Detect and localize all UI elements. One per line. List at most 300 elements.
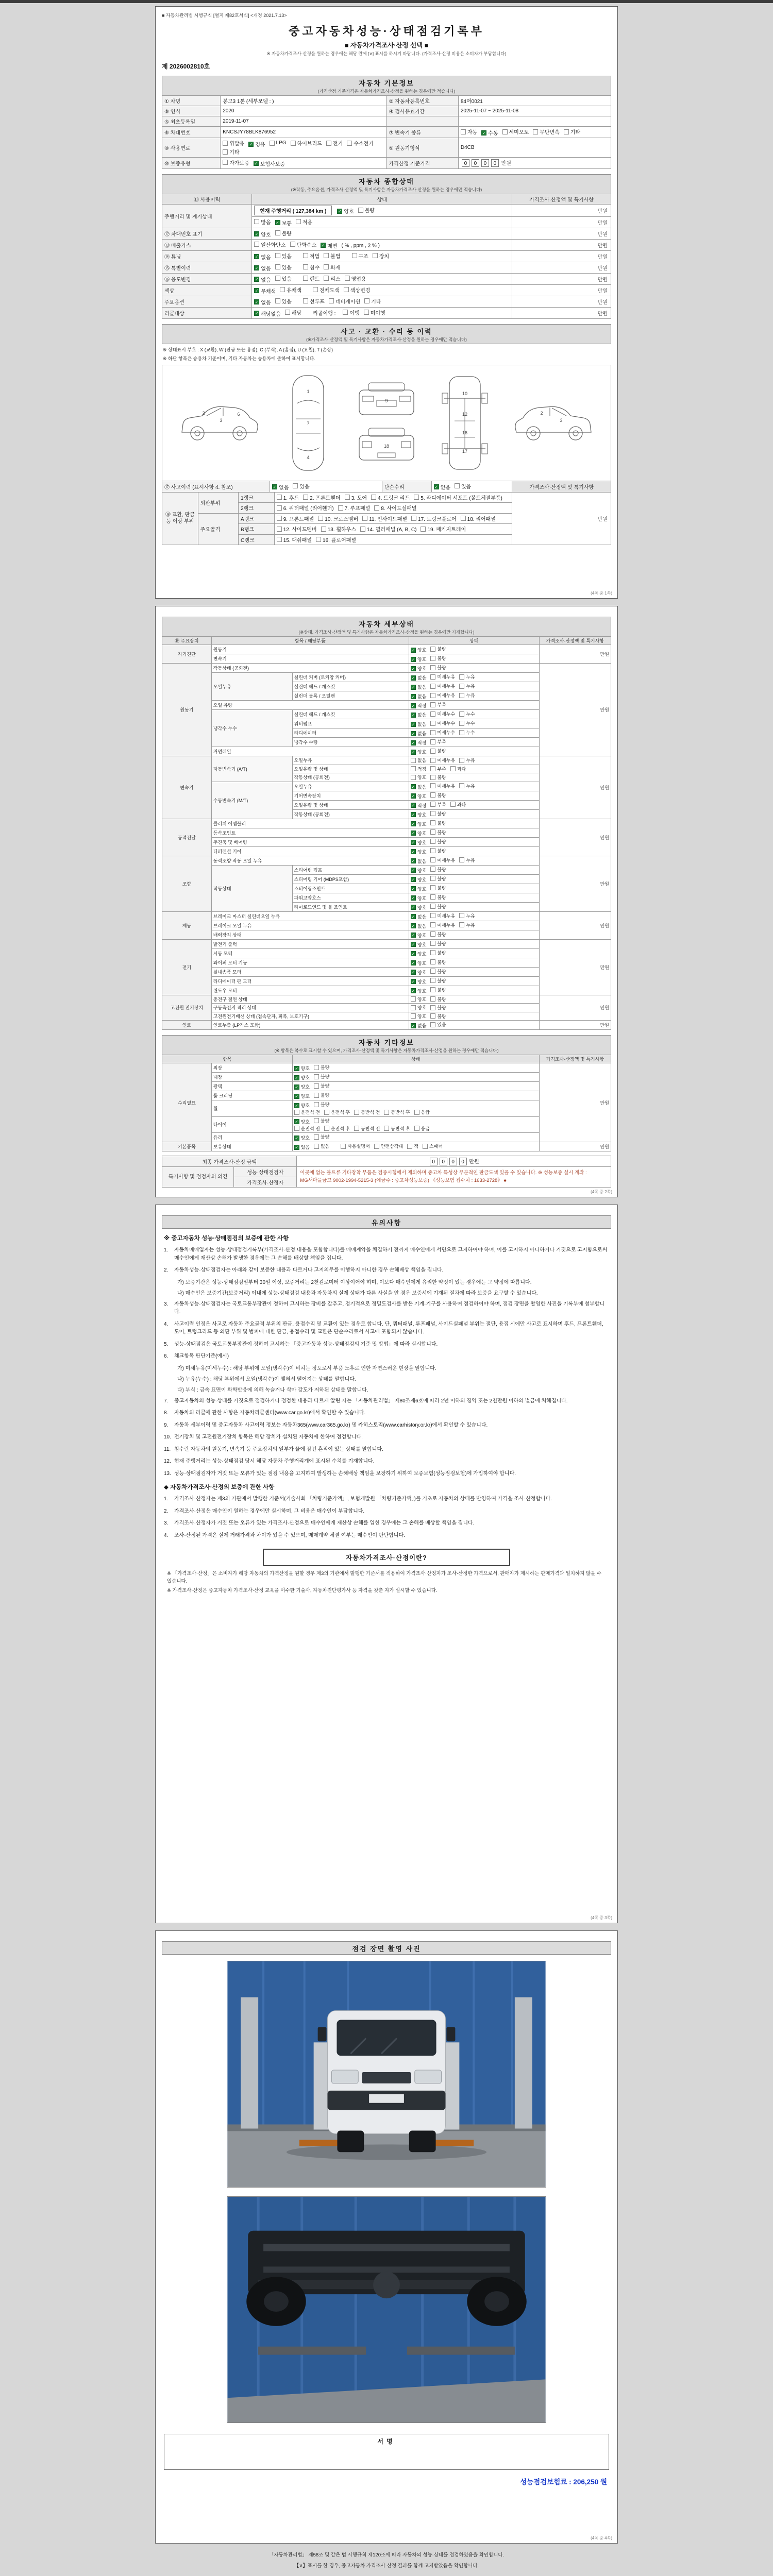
checkbox-option[interactable] [430,673,455,680]
checkbox-empty-icon[interactable] [430,792,435,798]
checkbox-empty-icon[interactable] [430,711,435,717]
checkbox-checked-icon[interactable]: ✓ [411,731,415,736]
checkbox-empty-icon[interactable] [430,758,435,763]
checkbox-empty-icon[interactable] [338,505,343,511]
checkbox-option[interactable] [364,309,385,316]
checkbox-empty-icon[interactable] [459,693,464,698]
checkbox-option[interactable] [411,749,426,755]
checkbox-option[interactable] [352,252,368,260]
checkbox-option[interactable] [294,1134,310,1141]
checkbox-empty-icon[interactable] [430,950,435,955]
checkbox-option[interactable] [360,525,416,533]
checkbox-empty-icon[interactable] [384,1126,389,1131]
checkbox-option[interactable] [411,693,426,700]
checkbox-empty-icon[interactable] [223,149,228,155]
checkbox-empty-icon[interactable] [277,537,282,542]
checkbox-option[interactable] [411,978,426,985]
checkbox-empty-icon[interactable] [314,1083,319,1089]
checkbox-option[interactable] [430,774,446,781]
checkbox-option[interactable] [293,482,309,490]
checkbox-checked-icon[interactable]: ✓ [411,812,415,817]
checkbox-checked-icon[interactable]: ✓ [411,961,415,965]
checkbox-empty-icon[interactable] [411,996,416,1002]
checkbox-empty-icon[interactable] [324,253,329,258]
checkbox-empty-icon[interactable] [374,505,379,511]
checkbox-option[interactable] [275,263,292,271]
checkbox-option[interactable] [254,160,285,167]
checkbox-checked-icon[interactable]: ✓ [255,232,259,236]
checkbox-empty-icon[interactable] [455,483,460,488]
checkbox-option[interactable] [254,230,271,238]
checkbox-option[interactable] [314,1143,329,1149]
checkbox-option[interactable] [303,252,320,260]
checkbox-empty-icon[interactable] [314,1134,319,1140]
checkbox-empty-icon[interactable] [326,141,331,146]
checkbox-checked-icon[interactable]: ✓ [411,822,415,826]
checkbox-checked-icon[interactable]: ✓ [321,243,325,248]
checkbox-option[interactable] [248,140,265,148]
checkbox-option[interactable] [294,1083,310,1090]
checkbox-option[interactable] [254,287,276,295]
checkbox-option[interactable] [374,1143,403,1149]
checkbox-checked-icon[interactable]: ✓ [338,209,342,214]
checkbox-empty-icon[interactable] [329,298,334,303]
checkbox-option[interactable] [430,912,455,919]
checkbox-empty-icon[interactable] [324,276,329,281]
checkbox-option[interactable] [411,821,426,827]
checkbox-option[interactable] [411,988,426,994]
checkbox-empty-icon[interactable] [430,913,435,918]
checkbox-empty-icon[interactable] [430,894,435,900]
checkbox-empty-icon[interactable] [285,310,290,315]
checkbox-option[interactable] [341,1143,369,1149]
checkbox-option[interactable] [411,1022,426,1029]
checkbox-empty-icon[interactable] [275,276,280,281]
checkbox-option[interactable] [313,286,340,294]
checkbox-checked-icon[interactable]: ✓ [255,300,259,304]
checkbox-option[interactable] [459,912,475,919]
checkbox-option[interactable] [430,977,446,984]
checkbox-option[interactable] [303,263,320,271]
checkbox-empty-icon[interactable] [502,129,508,134]
checkbox-empty-icon[interactable] [430,693,435,698]
checkbox-checked-icon[interactable]: ✓ [295,1103,298,1108]
checkbox-option[interactable] [324,263,340,271]
checkbox-option[interactable] [254,241,285,248]
checkbox-empty-icon[interactable] [430,749,435,754]
checkbox-empty-icon[interactable] [411,516,416,521]
checkbox-option[interactable] [502,128,529,135]
checkbox-empty-icon[interactable] [430,904,435,909]
checkbox-option[interactable] [337,207,354,215]
checkbox-option[interactable] [303,275,320,282]
checkbox-empty-icon[interactable] [294,1110,299,1115]
checkbox-option[interactable] [411,515,457,522]
checkbox-checked-icon[interactable]: ✓ [411,750,415,755]
checkbox-empty-icon[interactable] [459,922,464,927]
checkbox-empty-icon[interactable] [430,665,435,670]
checkbox-option[interactable] [414,1125,430,1132]
checkbox-checked-icon[interactable]: ✓ [295,1136,298,1141]
checkbox-option[interactable] [411,849,426,855]
checkbox-option[interactable] [303,297,325,305]
checkbox-option[interactable] [411,811,426,818]
checkbox-empty-icon[interactable] [461,516,466,521]
checkbox-empty-icon[interactable] [430,978,435,983]
checkbox-option[interactable] [373,252,389,260]
checkbox-option[interactable] [430,866,446,873]
checkbox-option[interactable] [411,923,426,929]
checkbox-checked-icon[interactable]: ✓ [411,703,415,708]
checkbox-empty-icon[interactable] [430,783,435,788]
checkbox-empty-icon[interactable] [430,848,435,853]
checkbox-option[interactable] [254,276,271,283]
checkbox-option[interactable] [411,969,426,976]
checkbox-checked-icon[interactable]: ✓ [411,877,415,882]
checkbox-checked-icon[interactable]: ✓ [295,1066,298,1071]
checkbox-option[interactable] [285,309,301,316]
checkbox-empty-icon[interactable] [459,758,464,763]
checkbox-option[interactable] [275,229,292,237]
checkbox-empty-icon[interactable] [314,1102,319,1107]
checkbox-option[interactable] [430,710,455,717]
checkbox-option[interactable] [324,1125,350,1132]
checkbox-option[interactable] [430,894,446,901]
checkbox-option[interactable] [254,264,271,272]
checkbox-empty-icon[interactable] [345,495,350,500]
checkbox-option[interactable] [459,922,475,928]
checkbox-option[interactable] [411,839,426,846]
checkbox-checked-icon[interactable]: ✓ [295,1094,298,1099]
checkbox-option[interactable] [294,1125,320,1132]
checkbox-empty-icon[interactable] [352,253,357,258]
checkbox-empty-icon[interactable] [411,1005,416,1010]
checkbox-option[interactable] [324,1109,350,1115]
checkbox-option[interactable] [430,829,446,836]
checkbox-empty-icon[interactable] [371,495,376,500]
checkbox-option[interactable] [430,738,446,745]
checkbox-option[interactable] [362,515,407,522]
checkbox-option[interactable] [434,483,450,491]
checkbox-option[interactable] [450,766,466,772]
checkbox-empty-icon[interactable] [533,129,538,134]
checkbox-empty-icon[interactable] [430,684,435,689]
checkbox-checked-icon[interactable]: ✓ [411,868,415,873]
checkbox-empty-icon[interactable] [430,739,435,744]
checkbox-checked-icon[interactable]: ✓ [276,221,279,225]
checkbox-empty-icon[interactable] [373,253,378,258]
checkbox-option[interactable] [459,857,475,863]
checkbox-option[interactable] [430,729,455,736]
checkbox-empty-icon[interactable] [430,987,435,992]
checkbox-empty-icon[interactable] [430,969,435,974]
checkbox-checked-icon[interactable]: ✓ [254,161,258,166]
checkbox-empty-icon[interactable] [430,802,435,807]
checkbox-option[interactable] [461,128,477,135]
checkbox-option[interactable] [430,1021,446,1028]
checkbox-option[interactable] [384,1125,410,1132]
checkbox-empty-icon[interactable] [430,730,435,735]
checkbox-option[interactable] [275,252,292,260]
checkbox-empty-icon[interactable] [343,310,348,315]
checkbox-option[interactable] [411,941,426,948]
checkbox-option[interactable] [296,218,312,226]
checkbox-checked-icon[interactable]: ✓ [411,896,415,901]
checkbox-option[interactable] [371,494,410,501]
checkbox-option[interactable] [459,692,475,699]
checkbox-option[interactable] [354,1109,380,1115]
checkbox-empty-icon[interactable] [360,527,365,532]
checkbox-empty-icon[interactable] [277,505,282,511]
checkbox-checked-icon[interactable]: ✓ [255,255,259,259]
checkbox-option[interactable] [277,525,317,533]
checkbox-option[interactable] [411,766,426,772]
checkbox-option[interactable] [277,515,314,522]
checkbox-checked-icon[interactable]: ✓ [411,657,415,662]
checkbox-option[interactable] [275,275,292,282]
checkbox-checked-icon[interactable]: ✓ [411,859,415,863]
checkbox-option[interactable] [411,830,426,837]
checkbox-option[interactable] [280,286,301,294]
checkbox-empty-icon[interactable] [354,1110,359,1115]
checkbox-empty-icon[interactable] [294,1126,299,1131]
checkbox-empty-icon[interactable] [430,647,435,652]
checkbox-checked-icon[interactable]: ✓ [411,850,415,854]
checkbox-empty-icon[interactable] [303,264,308,269]
checkbox-option[interactable] [411,996,426,1003]
checkbox-option[interactable] [430,922,455,928]
checkbox-option[interactable] [430,646,446,652]
checkbox-option[interactable] [314,1073,329,1080]
checkbox-empty-icon[interactable] [430,1013,435,1019]
checkbox-option[interactable] [358,206,375,214]
checkbox-checked-icon[interactable]: ✓ [411,713,415,718]
checkbox-option[interactable] [374,504,416,512]
checkbox-option[interactable] [411,711,426,718]
checkbox-empty-icon[interactable] [318,516,323,521]
checkbox-empty-icon[interactable] [430,931,435,937]
checkbox-option[interactable] [411,1013,426,1020]
checkbox-option[interactable] [423,1143,443,1149]
checkbox-option[interactable] [411,647,426,653]
checkbox-option[interactable] [254,253,271,261]
checkbox-option[interactable] [414,1109,430,1115]
checkbox-empty-icon[interactable] [461,129,466,134]
checkbox-option[interactable] [421,525,466,533]
checkbox-option[interactable] [329,297,360,305]
checkbox-empty-icon[interactable] [459,913,464,918]
checkbox-empty-icon[interactable] [354,1126,359,1131]
checkbox-option[interactable] [254,310,281,317]
checkbox-empty-icon[interactable] [293,483,298,488]
checkbox-option[interactable] [303,494,340,501]
checkbox-option[interactable] [430,968,446,975]
checkbox-empty-icon[interactable] [254,242,259,247]
checkbox-option[interactable] [430,820,446,826]
checkbox-option[interactable] [314,1082,329,1089]
checkbox-option[interactable] [321,525,356,533]
checkbox-checked-icon[interactable]: ✓ [411,648,415,653]
checkbox-option[interactable] [314,1101,329,1108]
checkbox-empty-icon[interactable] [450,802,456,807]
checkbox-empty-icon[interactable] [459,857,464,862]
checkbox-option[interactable] [277,494,299,501]
checkbox-empty-icon[interactable] [450,766,456,771]
checkbox-option[interactable] [347,139,374,147]
checkbox-option[interactable] [411,702,426,709]
checkbox-checked-icon[interactable]: ✓ [411,694,415,699]
checkbox-option[interactable] [294,1118,310,1125]
checkbox-checked-icon[interactable]: ✓ [411,722,415,727]
checkbox-option[interactable] [459,720,475,726]
checkbox-option[interactable] [430,838,446,845]
checkbox-empty-icon[interactable] [430,876,435,881]
checkbox-option[interactable] [364,297,381,305]
checkbox-empty-icon[interactable] [277,495,282,500]
checkbox-checked-icon[interactable]: ✓ [295,1145,298,1150]
checkbox-option[interactable] [430,857,455,863]
checkbox-empty-icon[interactable] [430,820,435,825]
checkbox-option[interactable] [450,801,466,808]
checkbox-empty-icon[interactable] [430,1005,435,1010]
checkbox-option[interactable] [430,959,446,965]
checkbox-empty-icon[interactable] [430,702,435,707]
checkbox-option[interactable] [411,895,426,902]
checkbox-option[interactable] [223,139,244,147]
checkbox-option[interactable] [411,913,426,920]
checkbox-option[interactable] [314,1133,329,1140]
checkbox-checked-icon[interactable]: ✓ [411,740,415,745]
checkbox-empty-icon[interactable] [296,219,301,224]
checkbox-empty-icon[interactable] [275,253,280,258]
checkbox-option[interactable] [277,536,312,544]
checkbox-empty-icon[interactable] [430,996,435,1002]
checkbox-empty-icon[interactable] [430,811,435,816]
checkbox-option[interactable] [459,757,475,764]
checkbox-option[interactable] [430,1004,446,1011]
checkbox-empty-icon[interactable] [411,775,416,780]
checkbox-checked-icon[interactable]: ✓ [411,970,415,975]
checkbox-option[interactable] [344,286,371,294]
checkbox-checked-icon[interactable]: ✓ [255,277,259,282]
checkbox-empty-icon[interactable] [414,1110,419,1115]
checkbox-checked-icon[interactable]: ✓ [411,803,415,808]
checkbox-checked-icon[interactable]: ✓ [482,130,486,135]
checkbox-empty-icon[interactable] [407,1144,412,1149]
checkbox-empty-icon[interactable] [324,1126,329,1131]
checkbox-option[interactable] [318,515,358,522]
checkbox-empty-icon[interactable] [459,711,464,717]
checkbox-option[interactable] [430,692,455,699]
checkbox-option[interactable] [414,494,502,501]
checkbox-option[interactable] [223,159,249,166]
checkbox-empty-icon[interactable] [303,298,308,303]
checkbox-empty-icon[interactable] [358,208,363,213]
checkbox-option[interactable] [430,792,446,799]
checkbox-option[interactable] [564,128,580,135]
checkbox-option[interactable] [411,684,426,690]
checkbox-option[interactable] [411,858,426,865]
checkbox-option[interactable] [411,674,426,681]
checkbox-empty-icon[interactable] [430,959,435,964]
checkbox-option[interactable] [321,242,337,249]
checkbox-empty-icon[interactable] [277,516,282,521]
checkbox-option[interactable] [411,784,426,790]
checkbox-option[interactable] [481,129,498,137]
checkbox-empty-icon[interactable] [275,264,280,269]
checkbox-option[interactable] [533,128,560,135]
checkbox-option[interactable] [411,739,426,746]
checkbox-option[interactable] [430,783,455,789]
checkbox-empty-icon[interactable] [430,766,435,771]
checkbox-empty-icon[interactable] [303,276,308,281]
checkbox-empty-icon[interactable] [430,721,435,726]
checkbox-checked-icon[interactable]: ✓ [411,924,415,928]
checkbox-checked-icon[interactable]: ✓ [411,989,415,993]
checkbox-empty-icon[interactable] [275,298,280,303]
checkbox-empty-icon[interactable] [314,1093,319,1098]
checkbox-option[interactable] [291,139,322,147]
checkbox-empty-icon[interactable] [223,160,228,165]
checkbox-checked-icon[interactable]: ✓ [411,887,415,891]
checkbox-option[interactable] [430,940,446,947]
checkbox-option[interactable] [294,1093,310,1099]
checkbox-option[interactable] [430,810,446,817]
checkbox-empty-icon[interactable] [430,885,435,890]
checkbox-checked-icon[interactable]: ✓ [273,485,277,489]
checkbox-option[interactable] [430,996,446,1003]
checkbox-empty-icon[interactable] [290,242,295,247]
checkbox-empty-icon[interactable] [223,141,228,146]
checkbox-empty-icon[interactable] [275,230,280,235]
checkbox-empty-icon[interactable] [430,839,435,844]
checkbox-empty-icon[interactable] [314,1074,319,1079]
checkbox-option[interactable] [314,1117,329,1124]
checkbox-option[interactable] [338,504,371,512]
checkbox-empty-icon[interactable] [421,527,426,532]
checkbox-option[interactable] [275,297,292,305]
checkbox-option[interactable] [411,656,426,663]
checkbox-option[interactable] [294,1074,310,1081]
checkbox-empty-icon[interactable] [414,1126,419,1131]
checkbox-option[interactable] [430,885,446,891]
checkbox-option[interactable] [254,298,271,306]
signature-box[interactable] [164,2434,609,2470]
checkbox-option[interactable] [430,987,446,993]
checkbox-empty-icon[interactable] [459,684,464,689]
checkbox-option[interactable] [345,275,366,282]
checkbox-empty-icon[interactable] [411,766,416,771]
checkbox-empty-icon[interactable] [341,1144,346,1149]
checkbox-checked-icon[interactable]: ✓ [411,675,415,681]
checkbox-empty-icon[interactable] [303,495,308,500]
checkbox-checked-icon[interactable]: ✓ [255,266,259,270]
checkbox-option[interactable] [411,665,426,672]
checkbox-option[interactable] [430,757,455,764]
checkbox-empty-icon[interactable] [459,730,464,735]
checkbox-option[interactable] [411,960,426,967]
checkbox-empty-icon[interactable] [324,264,329,269]
checkbox-empty-icon[interactable] [364,298,369,303]
checkbox-option[interactable] [430,1013,446,1020]
checkbox-empty-icon[interactable] [430,941,435,946]
checkbox-option[interactable] [411,886,426,892]
checkbox-option[interactable] [314,1064,329,1071]
checkbox-option[interactable] [384,1109,410,1115]
checkbox-empty-icon[interactable] [384,1110,389,1115]
checkbox-empty-icon[interactable] [303,253,308,258]
checkbox-option[interactable] [324,252,340,260]
